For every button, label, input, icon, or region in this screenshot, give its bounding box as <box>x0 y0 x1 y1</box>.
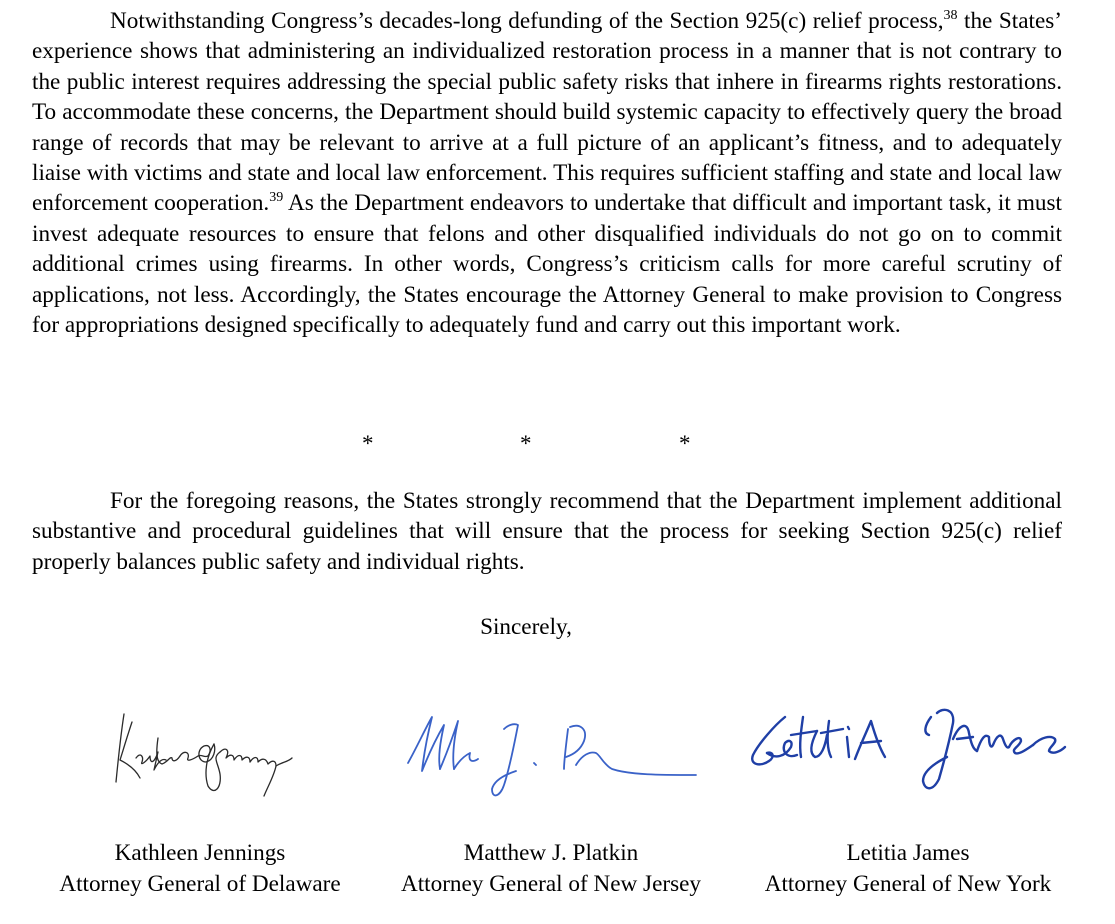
body-paragraph-conclusion: For the foregoing reasons, the States strongly recommend that the Department implement additional substantive and procedural guidelines that will ensure that the process for seeking Section 925(c) relief properly balances public safety and individual rights. <box>32 488 1062 575</box>
footnote-ref-39: 39 <box>269 190 284 206</box>
signatory-block-new-york <box>742 838 1074 899</box>
paragraph-text-part-1: Notwithstanding Congress’s decades-long defunding of the Section 925(c) relief process, <box>110 8 944 34</box>
body-paragraph-funding <box>32 6 1062 340</box>
signatory-block-delaware <box>38 838 362 899</box>
footnote-ref-38: 38 <box>943 8 958 23</box>
signature-kathleen-jennings <box>110 700 300 810</box>
paragraph-text-part-3: As the Department endeavors to undertake that difficult and important task, it must invest adequate resources to ensure that felons and other disqualified individuals do not go on to commit additional crimes using firearms. In other words, Congress’s criticism calls for more careful scrutiny of applications, not less. Accordingly, the States encourage the Attorney General to make provision to Congress for appropriations designed specifically to adequately fund and carry out this important work. <box>32 190 1062 339</box>
signatory-title: Attorney General of Delaware <box>59 870 341 897</box>
signatory-title: Attorney General of New Jersey <box>400 870 702 897</box>
signatory-title: Attorney General of New York <box>764 870 1052 897</box>
signature-matthew-platkin <box>400 705 705 805</box>
paragraph-text-part-2: the States’ experience shows that administering an individualized restoration process in a manner that is not contrary to the public interest requires addressing the special public safety risks that inhere in firearms rights restorations. To accommodate these concerns, the Department should build systemic capacity to effectively query the broad range of records that may be relevant to arrive at a full picture of an applicant’s fitness, and to adequately liaise with victims and state and local law enforcement. This requires sufficient staffing and state and local law enforcement cooperation. <box>32 8 1062 217</box>
signatory-block-new-jersey <box>380 838 722 899</box>
signatory-name: Matthew J. Platkin <box>463 840 639 866</box>
section-separator-star: * <box>362 431 374 456</box>
signature-letitia-james <box>745 695 1070 800</box>
section-separator-star: * <box>520 431 532 456</box>
signatory-name: Kathleen Jennings <box>114 840 286 866</box>
closing-salutation: Sincerely, <box>480 614 572 640</box>
section-separator-star: * <box>679 431 691 456</box>
signatory-name: Letitia James <box>846 840 970 866</box>
